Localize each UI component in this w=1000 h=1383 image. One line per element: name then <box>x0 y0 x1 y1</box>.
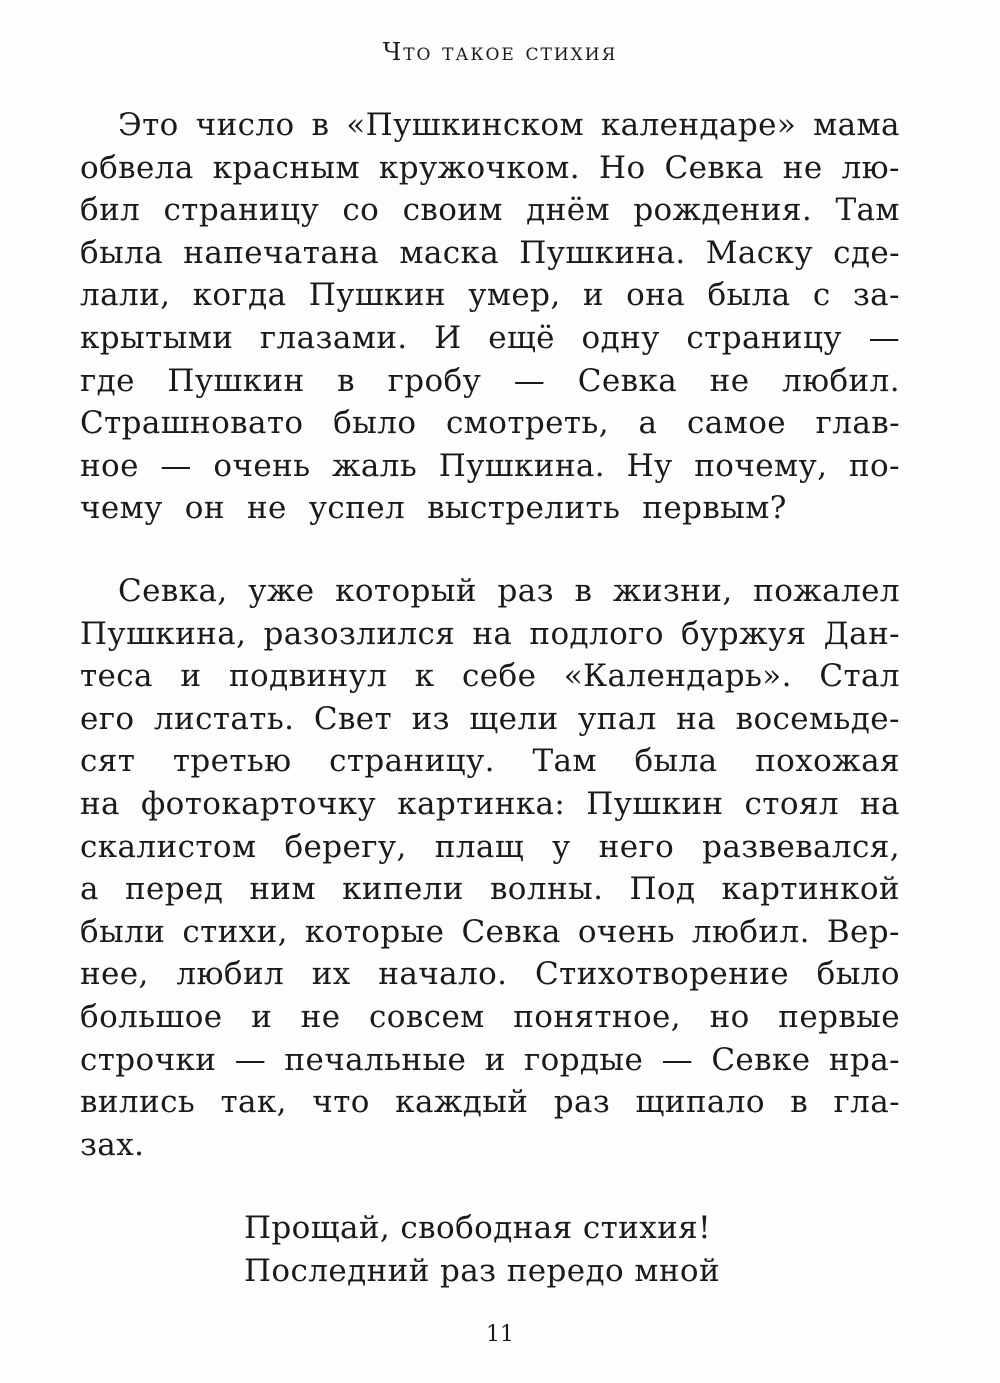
word: крытыми <box>80 319 234 356</box>
word: и <box>582 277 604 314</box>
word: не <box>782 149 823 186</box>
text-line <box>80 868 900 911</box>
text-line <box>80 232 900 275</box>
word: была <box>707 277 791 314</box>
word: красным <box>212 149 360 186</box>
word: была <box>634 743 718 780</box>
word: него <box>598 828 675 865</box>
word: ное <box>80 447 139 484</box>
word: у <box>552 828 571 865</box>
word: упал <box>578 700 657 737</box>
word: на <box>676 700 717 737</box>
text-line <box>80 317 900 360</box>
word: очень <box>213 447 311 484</box>
word: на <box>80 785 120 822</box>
poem-line: Последний раз передо мной <box>244 1253 721 1289</box>
word: начало. <box>378 956 508 993</box>
word: Пушкина. <box>438 447 606 484</box>
word: бил <box>80 192 141 229</box>
text-line <box>80 1039 900 1082</box>
word: стихи, <box>182 913 288 950</box>
word: к <box>414 658 435 695</box>
text-line <box>80 487 900 530</box>
word: гла- <box>833 1084 900 1121</box>
word: первые <box>778 998 900 1035</box>
word: умер, <box>468 277 561 314</box>
word: первым? <box>642 490 787 527</box>
word: понятное, <box>513 998 682 1035</box>
word: Пушкин <box>586 785 724 822</box>
word: календаре» <box>600 107 797 143</box>
word: Это <box>118 107 179 143</box>
word: его <box>80 700 135 737</box>
word: картинка: <box>397 785 566 822</box>
word: Севка, <box>118 573 228 609</box>
word: страницу <box>163 192 320 229</box>
word: были <box>80 913 166 950</box>
word: успел <box>308 490 406 527</box>
word: маска <box>399 234 500 271</box>
word: из <box>411 700 450 737</box>
word: в <box>311 107 330 143</box>
word: смотреть, <box>445 405 609 442</box>
text-line <box>80 911 900 954</box>
word: зах. <box>80 1126 145 1163</box>
word: «Пушкинском <box>346 107 584 143</box>
word: а <box>638 405 658 442</box>
word: ещё <box>488 319 555 356</box>
word: своим <box>402 192 503 229</box>
text-line <box>80 613 900 656</box>
word: листать. <box>153 700 295 737</box>
word: Севка <box>461 913 561 950</box>
word: и <box>180 658 202 695</box>
word: по- <box>848 447 900 484</box>
word: берегу, <box>284 828 407 865</box>
word: рождения. <box>633 192 813 229</box>
word: плащ <box>434 828 525 865</box>
word: похожая <box>755 743 900 780</box>
word: перед <box>124 871 224 908</box>
word: кружочком. <box>378 149 581 186</box>
word: ним <box>249 871 316 908</box>
word: Страшновато <box>80 405 304 442</box>
running-head: Что такое стихия <box>382 38 618 66</box>
word: напечатана <box>183 234 380 271</box>
word: Там <box>835 192 900 229</box>
word: с <box>812 277 831 314</box>
word: днём <box>526 192 610 229</box>
word: — <box>661 1041 693 1078</box>
paragraph-2 <box>80 570 900 1166</box>
text-line <box>80 740 900 783</box>
word: пожалел <box>753 573 900 609</box>
word: было <box>333 405 417 442</box>
word: скалистом <box>80 828 257 865</box>
word: что <box>312 1084 370 1121</box>
word: лали, <box>80 277 171 314</box>
text-line <box>80 783 900 826</box>
word: число <box>195 107 295 143</box>
word: подлого <box>529 615 664 652</box>
word: большое <box>80 998 223 1035</box>
word: на <box>472 615 513 652</box>
word: так, <box>220 1084 287 1121</box>
page-number: 11 <box>486 1322 514 1347</box>
word: — <box>513 362 546 399</box>
word: была <box>80 234 164 271</box>
word: Дан- <box>823 615 900 652</box>
word: глав- <box>815 405 900 442</box>
word: и <box>484 1041 506 1078</box>
word: глазами. <box>259 319 408 356</box>
word: на <box>860 785 900 822</box>
text-line <box>80 698 900 741</box>
text-line <box>80 655 900 698</box>
word: нее, <box>80 956 149 993</box>
word: со <box>342 192 380 229</box>
word: а <box>80 871 99 908</box>
word: который <box>335 573 477 609</box>
word: Но <box>599 149 646 186</box>
word: Пушкин <box>167 362 305 399</box>
word: где <box>80 362 135 399</box>
word: Ну <box>626 447 673 484</box>
word: Стихотворение <box>535 956 790 993</box>
word: обвела <box>80 149 194 186</box>
word: в <box>790 1084 809 1121</box>
word: развевался, <box>702 828 900 865</box>
word: фотокарточку <box>140 785 377 822</box>
word: их <box>311 956 351 993</box>
word: не <box>246 490 287 527</box>
word: — <box>868 319 900 356</box>
word: когда <box>192 277 287 314</box>
word: кипели <box>342 871 464 908</box>
word: каждый <box>395 1084 529 1121</box>
word: картинкой <box>721 871 900 908</box>
word: в <box>337 362 356 399</box>
word: выстрелить <box>427 490 621 527</box>
paragraph-1 <box>80 104 900 530</box>
text-line <box>80 189 900 232</box>
word: было <box>816 956 900 993</box>
text-line <box>80 996 900 1039</box>
word: уже <box>248 573 315 609</box>
word: Пушкина. <box>519 234 686 271</box>
word: которые <box>304 913 445 950</box>
word: она <box>626 277 686 314</box>
text-line <box>80 1081 900 1124</box>
word: самое <box>687 405 786 442</box>
word: Севка <box>664 149 764 186</box>
text-line <box>80 953 900 996</box>
word: себе <box>462 658 537 695</box>
word: лю- <box>841 149 900 186</box>
word: стоял <box>744 785 839 822</box>
word: страницу <box>686 319 842 356</box>
word: И <box>434 319 462 356</box>
word: любил. <box>691 913 810 950</box>
word: Пушкин <box>308 277 446 314</box>
poem-line: Прощай, свободная стихия! <box>244 1210 711 1246</box>
poem-excerpt <box>244 1207 720 1293</box>
word: одну <box>581 319 660 356</box>
word: волны. <box>489 871 604 908</box>
word: Стал <box>819 658 900 695</box>
word: не <box>709 362 750 399</box>
word: щипало <box>635 1084 765 1121</box>
text-line <box>80 360 900 403</box>
word: очень <box>577 913 675 950</box>
word: Свет <box>313 700 393 737</box>
word: но <box>709 998 750 1035</box>
word: страницу. <box>329 743 495 780</box>
word: печальные <box>284 1041 467 1078</box>
word: нра- <box>828 1041 900 1078</box>
word: строчки <box>80 1041 217 1078</box>
word: третью <box>172 743 292 780</box>
word: не <box>300 998 341 1035</box>
word: в <box>574 573 593 609</box>
word: любил <box>176 956 285 993</box>
word: Маску <box>705 234 813 271</box>
word: Севка <box>577 362 678 399</box>
word: сде- <box>833 234 900 271</box>
word: Под <box>629 871 696 908</box>
word: совсем <box>369 998 485 1035</box>
word: щели <box>469 700 559 737</box>
word: чему <box>80 490 163 527</box>
word: жизни, <box>612 573 733 609</box>
word: сят <box>80 743 136 780</box>
word: и <box>251 998 273 1035</box>
text-line <box>80 402 900 445</box>
word: Севке <box>711 1041 811 1078</box>
word: он <box>184 490 225 527</box>
text-line <box>80 1124 900 1167</box>
word: раз <box>497 573 554 609</box>
word: почему, <box>694 447 828 484</box>
word: восемьде- <box>735 700 900 737</box>
text-line <box>80 274 900 317</box>
word: — <box>234 1041 267 1078</box>
text-line <box>80 104 900 147</box>
word: Пушкина, <box>80 615 247 652</box>
word: за- <box>852 277 900 314</box>
text-line <box>80 826 900 869</box>
text-line <box>80 147 900 190</box>
word: гробу <box>387 362 482 399</box>
word: Вер- <box>826 913 900 950</box>
text-line <box>80 570 900 613</box>
word: разозлился <box>263 615 456 652</box>
word: любил. <box>782 362 900 399</box>
word: вились <box>80 1084 196 1121</box>
word: подвинул <box>228 658 388 695</box>
word: «Календарь». <box>563 658 792 695</box>
word: буржуя <box>681 615 807 652</box>
word: раз <box>553 1084 611 1121</box>
word: Там <box>532 743 597 780</box>
word: теса <box>80 658 153 695</box>
word: жаль <box>331 447 418 484</box>
text-line <box>80 445 900 488</box>
word: — <box>160 447 192 484</box>
word: мама <box>813 107 900 143</box>
word: гордые <box>523 1041 644 1078</box>
